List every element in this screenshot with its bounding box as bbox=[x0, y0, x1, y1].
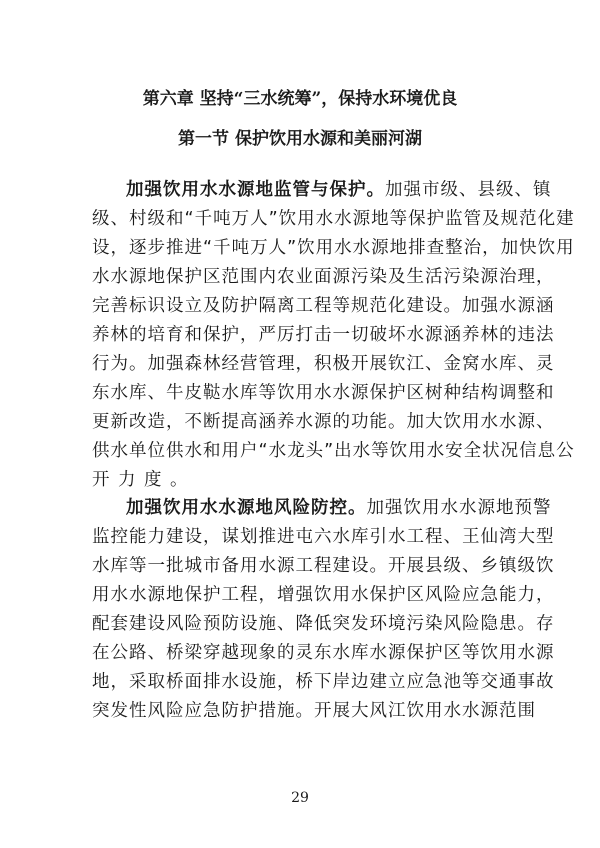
paragraph-line: 在公路、桥梁穿越现象的灵东水库水源保护区等饮用水源 bbox=[92, 643, 555, 663]
paragraph-line: 水库等一批城市备用水源工程建设。开展县级、乡镇级饮 bbox=[92, 556, 555, 576]
paragraph-2 bbox=[92, 494, 555, 726]
page-number: 29 bbox=[291, 790, 309, 806]
paragraph-1 bbox=[92, 176, 575, 495]
paragraph-line: 养林的培育和保护，严厉打击一切破坏水源涵养林的违法 bbox=[92, 325, 555, 345]
paragraph-line: 设，逐步推进“千吨万人”饮用水水源地排查整治，加快饮用 bbox=[92, 238, 575, 258]
paragraph-lead: 加强饮用水水源地监管与保护。 bbox=[126, 180, 385, 200]
paragraph-line: 更新改造，不断提高涵养水源的功能。加大饮用水水源、 bbox=[92, 412, 555, 432]
paragraph-line: 地，采取桥面排水设施，桥下岸边建立应急池等交通事故 bbox=[92, 672, 555, 692]
paragraph-line: 用水水源地保护工程，增强饮用水保护区风险应急能力， bbox=[92, 585, 555, 605]
paragraph-line: 完善标识设立及防护隔离工程等规范化建设。加强水源涵 bbox=[92, 296, 555, 316]
line-text: 加强市级、县级、镇 bbox=[385, 180, 552, 200]
paragraph-line: 行为。加强森林经营管理，积极开展钦江、金窝水库、灵 bbox=[92, 354, 555, 374]
paragraph-line: 东水库、牛皮鞑水库等饮用水水源保护区树种结构调整和 bbox=[92, 383, 555, 403]
paragraph-line: 级、村级和“千吨万人”饮用水水源地等保护监管及规范化建 bbox=[92, 209, 575, 229]
paragraph-line: 监控能力建设，谋划推进屯六水库引水工程、王仙湾大型 bbox=[92, 527, 555, 547]
paragraph-line: 突发性风险应急防护措施。开展大风江饮用水水源范围 bbox=[92, 701, 536, 721]
paragraph-line bbox=[92, 176, 552, 205]
paragraph-line: 供水单位供水和用户“水龙头”出水等饮用水安全状况信息公 bbox=[92, 441, 575, 461]
paragraph-lead: 加强饮用水水源地风险防控。 bbox=[126, 498, 367, 518]
chapter-title: 第六章 坚持“三水统筹”，保持水环境优良 bbox=[142, 89, 458, 109]
paragraph-line bbox=[92, 494, 552, 523]
paragraph-line: 配套建设风险预防设施、降低突发环境污染风险隐患。存 bbox=[92, 614, 555, 634]
section-title: 第一节 保护饮用水源和美丽河湖 bbox=[178, 129, 422, 149]
paragraph-line: 开力度。 bbox=[92, 470, 196, 490]
paragraph-line: 水水源地保护区范围内农业面源污染及生活污染源治理， bbox=[92, 267, 555, 287]
line-text: 加强饮用水水源地预警 bbox=[366, 498, 552, 518]
